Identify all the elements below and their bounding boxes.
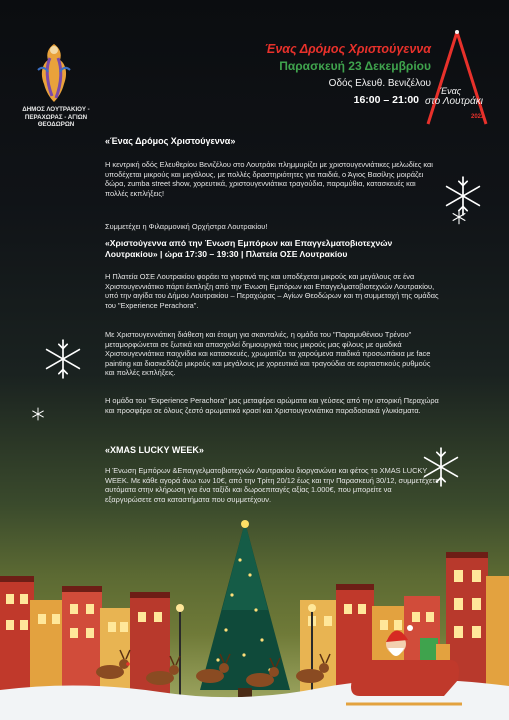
snowflake-icon bbox=[420, 446, 462, 488]
snowflake-icon bbox=[42, 338, 84, 380]
christmas-scene bbox=[0, 520, 509, 720]
event-emblem-icon bbox=[420, 28, 494, 126]
section3-title: «XMAS LUCKY WEEK» bbox=[105, 445, 204, 455]
section2-paragraph2: Με Χριστουγεννιάτικη διάθεση και έτοιμη για σκανταλιές, η ομάδα του "Παραμυθένιου Τρένου" μεταμορφώνεται σε ξωτικά και απασχολεί δημιουργικά τους μικρούς μας φίλους με ομαδικά Χριστουγεννιάτικα παιχνίδια και κατασκευές, χρωματίζει τα χαρούμενα παιδικά προσωπάκια με face painting και διασκεδάζει μικρούς και μεγάλους με χορευτικά και τραγούδια σε εορταστικούς ρυθμούς και πολλές εκπλήξεις. bbox=[105, 330, 431, 378]
snowflake-icon bbox=[30, 406, 46, 422]
section1-title: «Ένας Δρόμος Χριστούγεννα» bbox=[105, 136, 236, 146]
municipality-logo-icon bbox=[28, 40, 80, 106]
municipality-name: ΔΗΜΟΣ ΛΟΥΤΡΑΚΙΟΥ - ΠΕΡΑΧΩΡΑΣ - ΑΓΙΩΝ ΘΕΟΔΩΡΩΝ bbox=[22, 106, 90, 128]
section1-orchestra: Συμμετέχει η Φιλαρμονική Ορχήστρα Λουτρακίου! bbox=[105, 222, 268, 231]
section3-body: Η Ένωση Εμπόρων &Επαγγελματοβιοτεχνών Λουτρακίου διοργανώνει και φέτος το XMAS LUCKY WEEK. Με κάθε αγορά άνω των 10€, από την Τρίτη 20/12 έως και την Παρασκευή 30/12, συμμετέχετε αυτόματα στην κλήρωση για ένα ταξίδι και δωροεπιταγές αξίας 1.000€, που μπορείτε να εξαργυρώσετε στα καταστήματα που συμμετέχουν. bbox=[105, 466, 439, 504]
section2-title: «Χριστούγεννα από την Ένωση Εμπόρων και Επαγγελματοβιοτεχνών Λουτρακίου» | ώρα 17:30 – 19:30 | Πλατεία ΟΣΕ Λουτρακίου bbox=[105, 238, 393, 259]
emblem-year: 2022 bbox=[471, 114, 485, 120]
event-time: 16:00 – 21:00 bbox=[353, 94, 419, 106]
emblem-text-line2: στο Λουτράκι bbox=[425, 96, 483, 107]
event-title: Ένας Δρόμος Χριστούγεννα bbox=[264, 42, 431, 56]
snowflake-icon bbox=[450, 208, 468, 226]
section1-body: Η κεντρική οδός Ελευθερίου Βενιζέλου στο Λουτράκι πλημμυρίζει με χριστουγεννιάτικες μελωδίες και υποδέχεται μικρούς και μεγάλους, με πολλές δραστηριότητες για παιδιά, ο Άγιος Βασίλης μοιράζει δώρα, zumba street show, χορευτικά, χριστουγεννιάτικα τραγούδια, παραμύθια, κατασκευές και πολλές εκπλήξεις! bbox=[105, 160, 433, 198]
event-street: Οδός Ελευθ. Βενιζέλου bbox=[328, 78, 431, 89]
section2-paragraph1: Η Πλατεία ΟΣΕ Λουτρακίου φοράει τα γιορτινά της και υποδέχεται μικρούς και μεγάλους σε ένα Χριστουγεννιάτικο πάρτι έκπληξη από την Ένωση Εμπόρων και Επαγγελματοβιοτεχνών Λουτρακίου, υπό την αιγίδα του Δήμου Λουτρακίου – Περαχώρας – Αγίων Θεοδώρων και τη συμμετοχή της ομάδας του "Experience Perachora". bbox=[105, 272, 439, 310]
event-date: Παρασκευή 23 Δεκεμβρίου bbox=[279, 59, 431, 73]
section2-paragraph3: Η ομάδα του "Experience Perachora" μας μεταφέρει αρώματα και γεύσεις από την ιστορική Περαχώρα και προσφέρει σε όλους ζεστό αρωματικό κρασί και Χριστουγεννιάτικα παραδοσιακά γλυκίσματα. bbox=[105, 396, 439, 415]
emblem-text-line1: Ένας bbox=[440, 86, 462, 96]
